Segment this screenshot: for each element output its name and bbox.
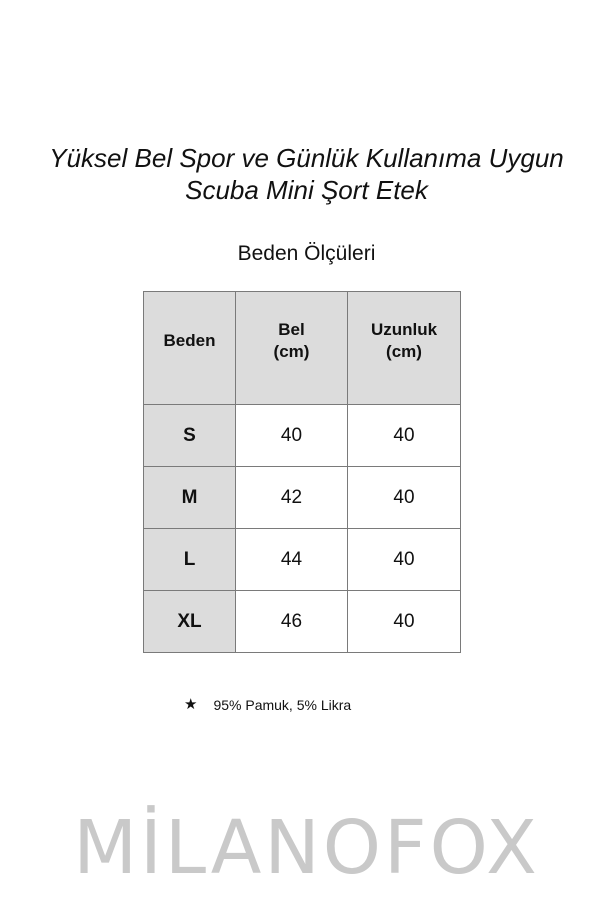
uzunluk-cell: 40 (348, 405, 461, 467)
material-note-text: 95% Pamuk, 5% Likra (213, 697, 352, 713)
uzunluk-cell: 40 (348, 591, 461, 653)
bel-cell: 46 (236, 591, 348, 653)
size-table (143, 291, 461, 653)
table-row (144, 405, 461, 467)
material-note (184, 696, 351, 714)
header-uzunluk-label: Uzunluk (370, 320, 438, 339)
header-beden (144, 292, 236, 405)
bel-cell: 44 (236, 529, 348, 591)
bel-cell: 42 (236, 467, 348, 529)
size-cell: S (144, 405, 236, 467)
brand-logo: MİLANOFOX (73, 805, 540, 891)
header-bel-label: Bel (278, 320, 305, 339)
table-row (144, 529, 461, 591)
header-uzunluk (348, 292, 461, 405)
bel-cell: 40 (236, 405, 348, 467)
table-row (144, 467, 461, 529)
uzunluk-cell: 40 (348, 467, 461, 529)
product-title-line-2: Scuba Mini Şort Etek (185, 175, 428, 205)
uzunluk-cell: 40 (348, 529, 461, 591)
size-cell: XL (144, 591, 236, 653)
size-cell: L (144, 529, 236, 591)
header-uzunluk-unit: (cm) (386, 342, 422, 361)
header-bel (236, 292, 348, 405)
header-bel-unit: (cm) (273, 342, 310, 361)
header-beden-label: Beden (163, 331, 216, 350)
product-title (0, 142, 613, 206)
product-title-line-1: Yüksel Bel Spor ve Günlük Kullanıma Uygun (49, 143, 564, 173)
table-row (144, 591, 461, 653)
size-cell: M (144, 467, 236, 529)
table-header-row (144, 292, 461, 405)
star-icon: ★ (184, 696, 198, 713)
size-chart-heading: Beden Ölçüleri (237, 242, 376, 265)
